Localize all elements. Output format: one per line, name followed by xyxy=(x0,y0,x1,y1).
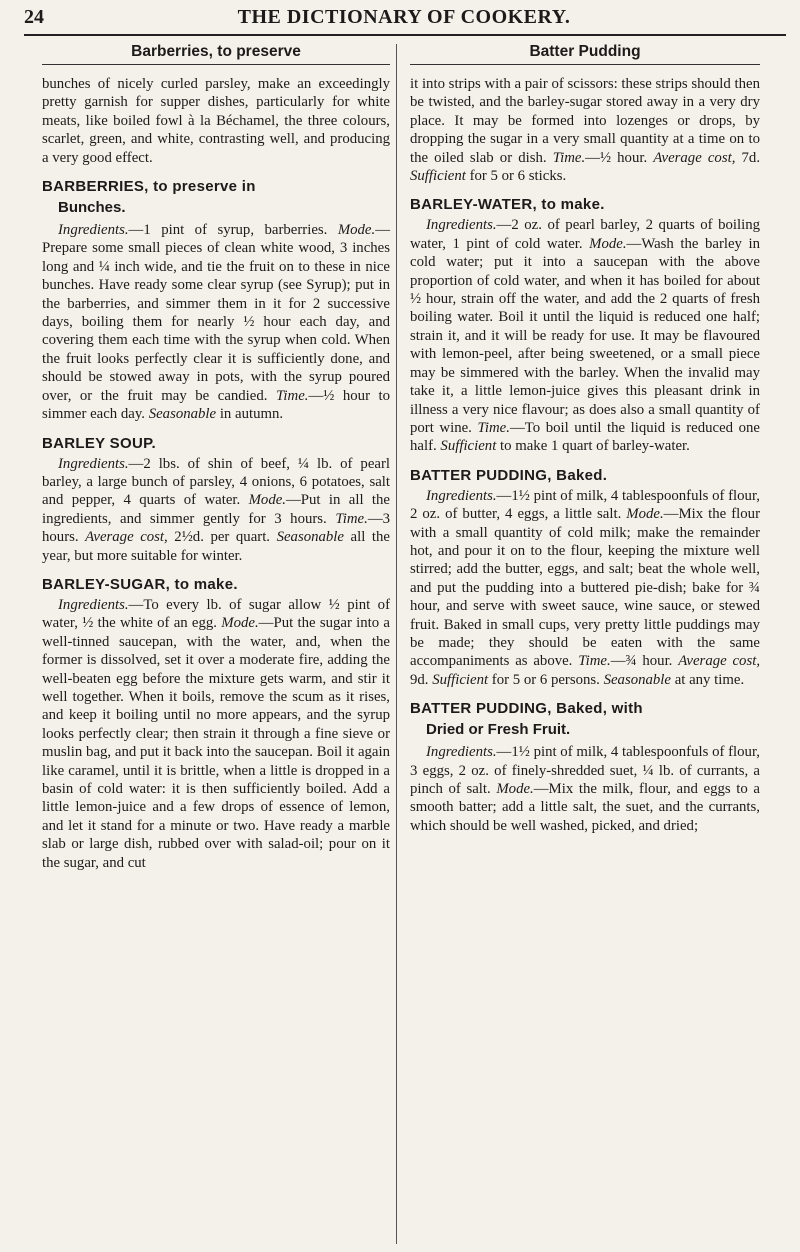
intro-paragraph: bunches of nicely curled parsley, make an exceedingly pretty garnish for supper dishes, particularly for white meats, like boiled fowl à la Béchamel, the three colours, scarlet, green, and white, contrasting well, and producing a very good effect. xyxy=(42,76,390,166)
recipe-body: Ingredients.—2 lbs. of shin of beef, ¼ lb. of pearl barley, a large bunch of parsley, 4 onions, 6 potatoes, salt and pepper, 4 quarts of water. Mode.—Put in all the ingredients, and simmer gently for 3 hours. Time.—3 hours. Average cost, 2½d. per quart. Seasonable all the year, but more suitable for winter. xyxy=(42,455,391,564)
recipe-body: Ingredients.—2 oz. of pearl barley, 2 quarts of boiling water, 1 pint of cold water. Mode.—Wash the barley in cold water; put it into a saucepan with the above proportion of cold water, and when it has boiled for about ½ hour, strain off the water, and add the 2 quarts of fresh boiling water. Boil it until the liquid is reduced one half; strain it, and it will be ready for use. It may be flavoured with lemon-peel, after being sweetened, or a small piece may be simmered with the barley. When the invalid may take it, a little lemon-juice gives this pleasant drink in illness a very nice flavour; as does also a small quantity of port wine. Time.—To boil until the liquid is reduced one half. Sufficient to make 1 quart of barley-water. xyxy=(410,217,760,455)
recipe-barley-water xyxy=(410,195,760,455)
recipe-title: BARLEY SOUP. xyxy=(42,434,156,452)
recipe-subtitle: Bunches. xyxy=(58,199,126,217)
column-divider xyxy=(396,44,397,1244)
recipe-barberries xyxy=(42,177,390,423)
left-column-head: Barberries, to preserve xyxy=(131,43,301,60)
recipe-title: BARBERRIES, to preserve in xyxy=(42,178,256,196)
running-header xyxy=(24,2,784,36)
recipe-title: BATTER PUDDING, Baked. xyxy=(410,466,608,484)
left-column-rule xyxy=(42,64,390,65)
recipe-title: BARLEY-SUGAR, to make. xyxy=(42,575,238,593)
page-number: 24 xyxy=(24,6,44,28)
recipe-title: BATTER PUDDING, Baked, with xyxy=(410,700,643,718)
recipe-body: Ingredients.—To every lb. of sugar allow ½ pint of water, ½ the white of an egg. Mode.—Put the sugar into a well-tinned saucepan, with the water, and, when the former is dissolved, set it over a moderate fire, adding the well-beaten egg before the mixture gets warm, and stir it well together. When it boils, remove the scum as it rises, and keep it boiling until no more appears, and the syrup looks perfectly clear; then strain it through a fine sieve or muslin bag, and put it back into the saucepan. Boil it again like caramel, until it is brittle, when a little is dropped in a basin of cold water: it is then sufficiently boiled. Add a little lemon-juice and a few drops of essence of lemon, and let it stand for a minute or two. Have ready a marble slab or large dish, rubbed over with salad-oil; pour on it the sugar, and cut xyxy=(42,596,391,871)
continuation-paragraph: it into strips with a pair of scissors: these strips should then be twisted, and the barley-sugar stored away in a very dry place. It may be formed into lozenges or drops, by dropping the sugar in a very small quantity at a time on to the oiled slab or dish. Time.—½ hour. Average cost, 7d. Sufficient for 5 or 6 sticks. xyxy=(410,76,761,185)
recipe-barley-sugar xyxy=(42,575,390,872)
recipe-body: Ingredients.—1 pint of syrup, barberries. Mode.—Prepare some small pieces of clean white wood, 3 inches long and ¼ inch wide, and tie the fruit on to these in nice bunches. Have ready some clear syrup (see Syrup); put in the barberries, and simmer them in it for 2 successive days, boiling them for nearly ½ hour each day, and covering them each time with the syrup when cold. When the fruit looks perfectly clear it is sufficiently done, and should be stowed away in pots, with the syrup poured over, or the fruit may be candied. Time.—½ hour to simmer each day. Seasonable in autumn. xyxy=(42,222,391,423)
right-column-head: Batter Pudding xyxy=(529,43,641,60)
right-column xyxy=(410,42,760,845)
header-rule xyxy=(24,34,786,36)
recipe-body: Ingredients.—1½ pint of milk, 4 tablespoonfuls of flour, 3 eggs, 2 oz. of finely-shredded suet, ¼ lb. of currants, a pinch of salt. Mode.—Mix the milk, flour, and eggs to a smooth batter; add a little salt, the suet, and the currants, which should be well washed, picked, and dried; xyxy=(410,744,760,834)
running-title: THE DICTIONARY OF COOKERY. xyxy=(237,6,571,28)
recipe-subtitle: Dried or Fresh Fruit. xyxy=(426,721,571,739)
recipe-barley-soup xyxy=(42,434,390,565)
left-column xyxy=(42,42,390,882)
recipe-batter-pudding xyxy=(410,466,760,689)
recipe-title: BARLEY-WATER, to make. xyxy=(410,196,605,214)
recipe-body: Ingredients.—1½ pint of milk, 4 tablespoonfuls of flour, 2 oz. of butter, 4 eggs, a little salt. Mode.—Mix the flour with a small quantity of cold milk; make the remainder hot, and pour it on to the flour, keeping the mixture well stirred; add the butter, eggs, and salt; beat the whole well, and put the pudding into a buttered pie-dish; bake for ¾ hour, and serve with sweet sauce, wine sauce, or stewed fruit. Baked in small cups, very pretty little puddings may be made; they should be eaten with the same accompaniments as above. Time.—¾ hour. Average cost, 9d. Sufficient for 5 or 6 persons. Seasonable at any time. xyxy=(410,487,761,688)
right-column-rule xyxy=(410,64,760,65)
recipe-batter-pudding-fruit xyxy=(410,699,760,835)
